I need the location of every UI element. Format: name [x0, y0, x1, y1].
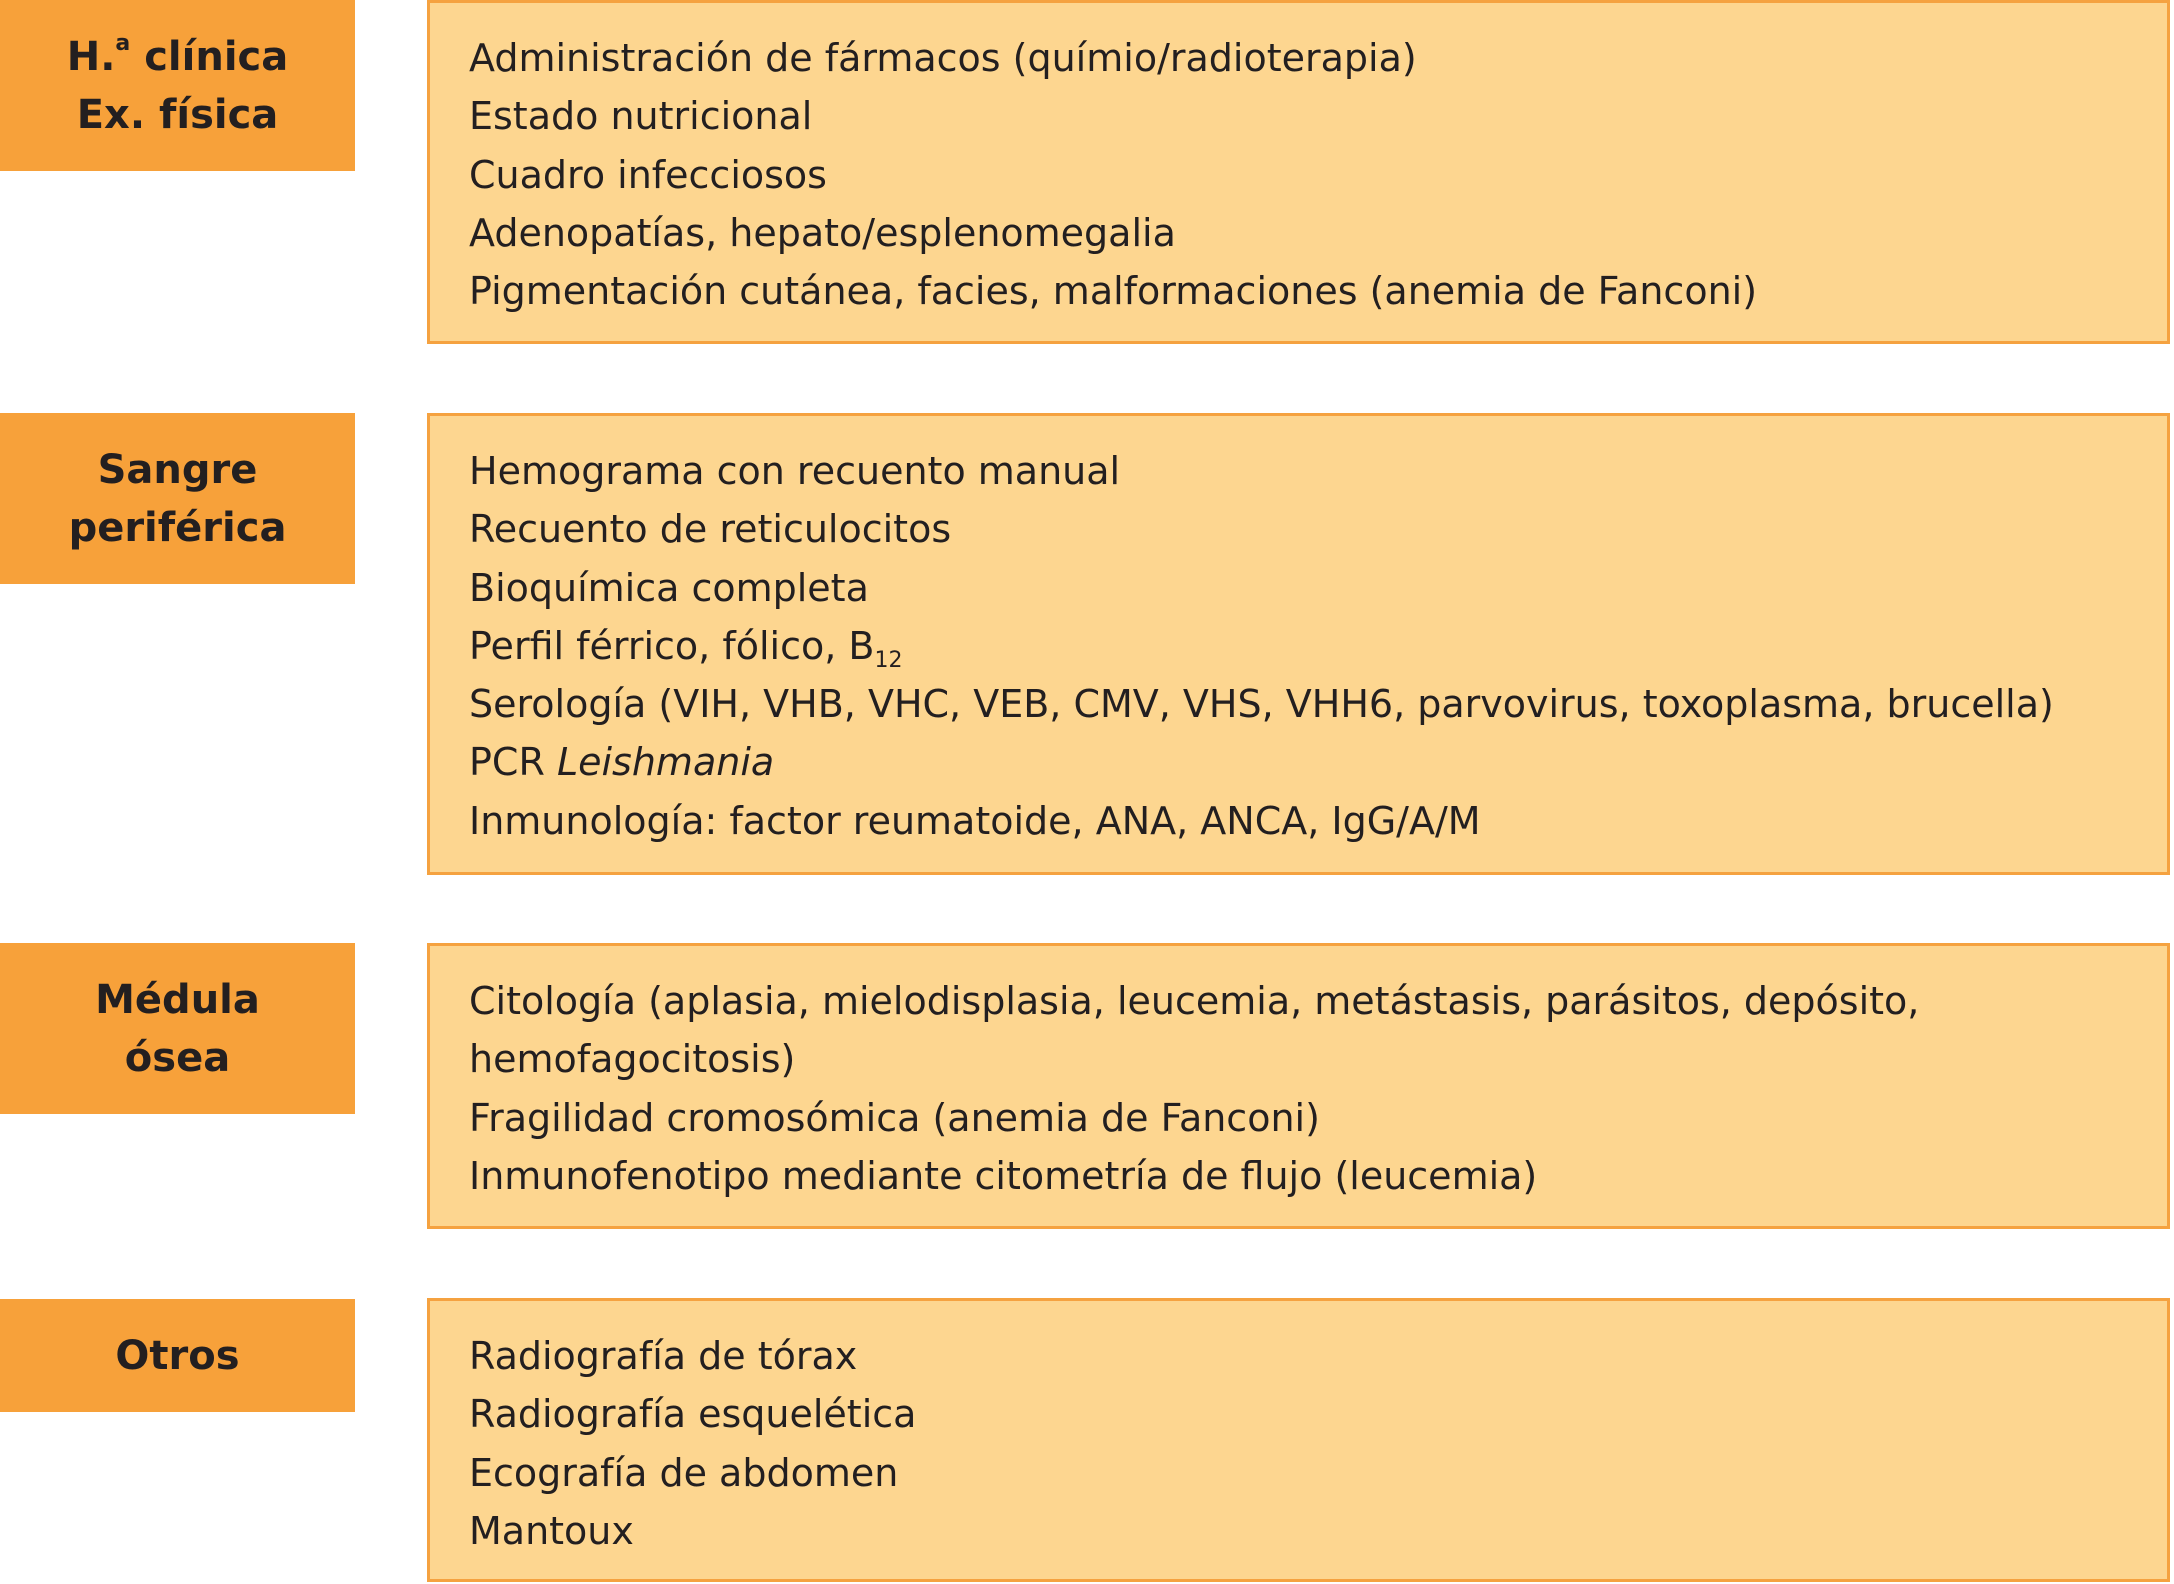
list-item: Citología (aplasia, mielodisplasia, leucemia, metástasis, parásitos, depósito, [469, 979, 1920, 1023]
section-content [427, 413, 2170, 875]
label-line: ósea [124, 1034, 231, 1081]
label-line: Ex. física [76, 91, 279, 138]
label-line: periférica [68, 504, 287, 551]
list-item: Mantoux [469, 1508, 634, 1553]
section-label [0, 413, 355, 584]
label-line: Sangre [97, 446, 258, 493]
list-item: Recuento de reticulocitos [469, 507, 952, 552]
list-item: Inmunofenotipo mediante citometría de flujo (leucemia) [469, 1153, 1538, 1198]
section-content [427, 943, 2170, 1229]
list-item: Radiografía esquelética [469, 1392, 917, 1437]
list-item: Estado nutricional [469, 94, 813, 139]
label-line: Médula [95, 976, 260, 1023]
label-line: Otros [115, 1332, 240, 1379]
list-item: Ecografía de abdomen [469, 1450, 899, 1495]
section-content [427, 0, 2170, 344]
list-item: Fragilidad cromosómica (anemia de Fanconi) [469, 1095, 1320, 1140]
list-item: Hemograma con recuento manual [469, 449, 1121, 493]
section-content [427, 1298, 2170, 1582]
list-item: Bioquímica completa [469, 565, 869, 610]
list-item: Pigmentación cutánea, facies, malformaciones (anemia de Fanconi) [469, 269, 1758, 314]
list-item: PCR Leishmania [469, 740, 775, 785]
list-item: Adenopatías, hepato/esplenomegalia [469, 210, 1176, 255]
label-line: H.$^a$ clínica [66, 30, 289, 80]
list-item: Serología (VIH, VHB, VHC, VEB, CMV, VHS, VHH6, parvovirus, toxoplasma, brucella) [469, 682, 2054, 727]
list-item: Administración de fármacos (químio/radioterapia) [469, 36, 1417, 80]
list-item: Inmunología: factor reumatoide, ANA, ANCA, IgG/A/M [469, 798, 1481, 843]
list-item: Cuadro infecciosos [469, 152, 827, 197]
list-item: Radiografía de tórax [469, 1334, 858, 1378]
section-label [0, 1299, 355, 1412]
list-item: Perfil férrico, fólico, $B_{12}$ [469, 623, 903, 673]
section-label [0, 0, 355, 171]
list-item: hemofagocitosis) [469, 1037, 796, 1082]
section-label [0, 943, 355, 1114]
